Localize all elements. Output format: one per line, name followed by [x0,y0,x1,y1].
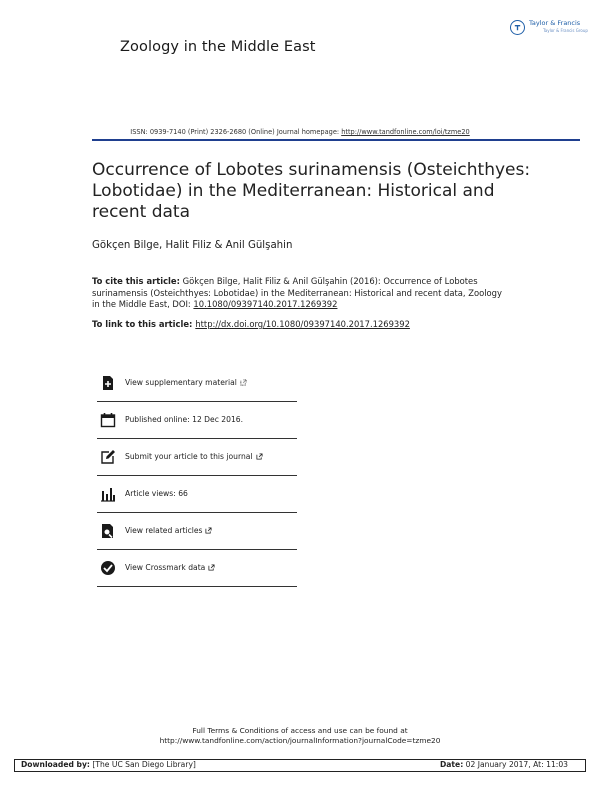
external-link-icon [208,564,215,571]
date-label: Date: [440,760,464,769]
item-label: Article views: 66 [125,489,188,498]
citation-label: To cite this article: [92,276,180,286]
download-date [440,760,568,769]
item-supplementary[interactable] [97,364,297,402]
item-published [97,401,297,439]
terms-link[interactable]: http://www.tandfonline.com/action/journalInformation?journalCode=tzme20 [159,736,441,745]
downloaded-value: [The UC San Diego Library] [89,760,196,769]
external-link-icon [205,527,212,534]
publisher-group: Taylor & Francis Group [543,28,588,33]
link-label: To link to this article: [92,319,196,329]
item-label: Submit your article to this journal [125,452,253,461]
crossmark-icon [100,560,116,576]
item-related[interactable] [97,512,297,550]
item-label: View related articles [125,526,203,535]
issn-text: ISSN: 0939-7140 (Print) 2326-2680 (Online) Journal homepage: [130,128,342,136]
item-label: View Crossmark data [125,563,206,572]
publisher-name: Taylor & Francis [529,19,581,27]
journal-homepage-link[interactable]: http://www.tandfonline.com/loi/tzme20 [341,128,470,136]
issn-line [0,128,600,136]
pencil-edit-icon [100,449,116,465]
journal-name: Zoology in the Middle East [120,39,316,55]
external-link-icon [240,379,247,386]
document-plus-icon [100,375,116,391]
article-title: Occurrence of Lobotes surinamensis (Osteichthyes: Lobotidae) in the Mediterranean: Historical and recent data [92,160,531,222]
item-submit[interactable] [97,438,297,476]
citation-text: Gökçen Bilge, Halit Filiz & Anil Gülşahin (2016): Occurrence of Lobotes surinamensis (Osteichthyes: Lobotidae) in the Mediterranean: Historical and recent data, Zoology in the Middle East, DOI: [92,276,502,309]
footer-terms [0,726,600,746]
external-link-icon [256,453,263,460]
item-label: Published online: 12 Dec 2016. [125,415,244,424]
downloaded-by [21,760,196,769]
citation-block [92,276,512,311]
date-value: 02 January 2017, At: 11:03 [463,760,568,769]
publisher-logo[interactable] [510,16,590,38]
authors: Gökçen Bilge, Halit Filiz & Anil Gülşahin [92,240,293,251]
item-views [97,475,297,513]
bar-chart-icon [100,486,116,502]
downloaded-label: Downloaded by: [21,760,90,769]
doi-link[interactable]: 10.1080/09397140.2017.1269392 [193,299,338,309]
article-link[interactable]: http://dx.doi.org/10.1080/09397140.2017.1269392 [195,319,410,329]
search-document-icon [100,523,116,539]
item-crossmark[interactable] [97,549,297,587]
header-rule [92,139,580,141]
item-label: View supplementary material [125,378,237,387]
link-block [92,319,512,329]
publisher-logo-icon [510,20,525,35]
terms-line: Full Terms & Conditions of access and use can be found at [192,726,408,735]
calendar-icon [100,412,116,428]
